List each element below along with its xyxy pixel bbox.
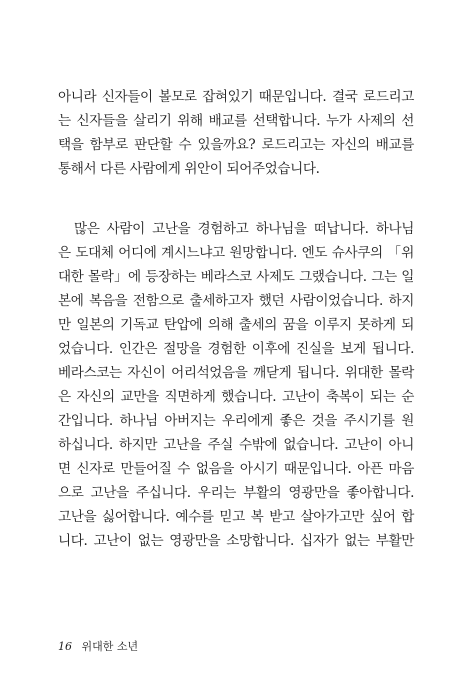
paragraph-1-line-3: 택을 함부로 판단할 수 있을까요? 로드리고는 자신의 배교를 (58, 137, 414, 153)
running-title: 위대한 소년 (81, 640, 139, 653)
page-footer (58, 640, 138, 654)
paragraph-2-line-8: 은 자신의 교만을 직면하게 했습니다. 고난이 축복이 되는 순 (58, 389, 414, 405)
paragraph-1-line-4: 통해서 다른 사람에게 위안이 되어주었습니다. (58, 161, 320, 177)
page-number: 16 (58, 640, 72, 653)
paragraph-2-line-3: 대한 몰락」에 등장하는 베라스코 사제도 그랬습니다. 그는 일 (58, 269, 414, 285)
paragraph-1-line-1: 아니라 신자들이 볼모로 잡혀있기 때문입니다. 결국 로드리고 (58, 89, 414, 105)
paragraph-2-line-10: 하십니다. 하지만 고난을 주실 수밖에 없습니다. 고난이 아니 (58, 437, 414, 453)
paragraph-2-line-11: 면 신자로 만들어질 수 없음을 아시기 때문입니다. 아픈 마음 (58, 461, 414, 477)
paragraph-2-line-14: 니다. 고난이 없는 영광만을 소망합니다. 십자가 없는 부활만 (58, 533, 414, 549)
paragraph-2-line-2: 은 도대체 어디에 계시느냐고 원망합니다. 엔도 슈사쿠의 「위 (58, 245, 414, 261)
paragraph-2-line-12: 으로 고난을 주십니다. 우리는 부활의 영광만을 좋아합니다. (58, 485, 414, 501)
paragraph-2-line-5: 만 일본의 기독교 탄압에 의해 출세의 꿈을 이루지 못하게 되 (58, 317, 414, 333)
paragraph-1-line-2: 는 신자들을 살리기 위해 배교를 선택합니다. 누가 사제의 선 (58, 113, 414, 129)
paragraph-2-line-4: 본에 복음을 전함으로 출세하고자 했던 사람이었습니다. 하지 (58, 293, 414, 309)
paragraph-2-line-13: 고난을 싫어합니다. 예수를 믿고 복 받고 살아가고만 싶어 합 (58, 509, 414, 525)
paragraph-2-line-6: 었습니다. 인간은 절망을 경험한 이후에 진실을 보게 됩니다. (58, 341, 414, 357)
paragraph-2-line-7: 베라스코는 자신이 어리석었음을 깨닫게 됩니다. 위대한 몰락 (58, 365, 414, 381)
paragraph-2-line-1: 많은 사람이 고난을 경험하고 하나님을 떠납니다. 하나님 (74, 221, 414, 237)
paragraph-2-line-9: 간입니다. 하나님 아버지는 우리에게 좋은 것을 주시기를 원 (58, 413, 414, 429)
